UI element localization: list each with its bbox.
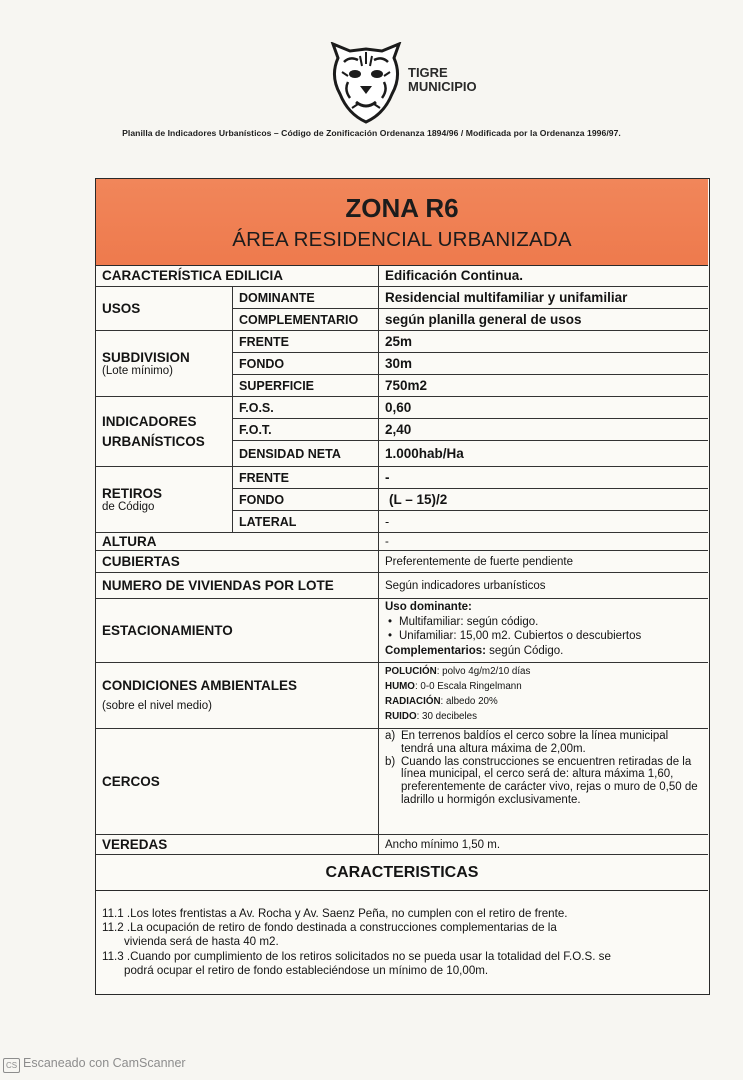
estacionamiento-uso-dominante: Uso dominante: — [385, 601, 472, 613]
brand-line-2: MUNICIPIO — [408, 79, 477, 94]
subdivision-fondo-label: FONDO — [233, 353, 379, 375]
usos-label: USOS — [96, 287, 233, 331]
caracteristicas-notes — [102, 907, 700, 978]
estacionamiento-label: ESTACIONAMIENTO — [96, 599, 379, 663]
note-11-3-line1: 11.3 .Cuando por cumplimiento de los retiros solicitados no se pueda usar la totalidad del F.O.S. se — [102, 949, 611, 963]
note-11-2-line2: vivienda será de hasta 40 m2. — [124, 935, 279, 949]
humo-label: HUMO — [385, 681, 415, 692]
zoning-sheet — [95, 178, 710, 995]
polucion-label: POLUCIÓN — [385, 666, 437, 677]
indicadores-label-cell — [96, 397, 233, 467]
cercos-value-cell — [379, 729, 708, 835]
densidad-value: 1.000hab/Ha — [379, 441, 708, 467]
subdivision-label: SUBDIVISION — [102, 350, 190, 365]
cercos-label: CERCOS — [96, 729, 379, 835]
cercos-text-b: Cuando las construcciones se encuentren retiradas de la línea municipal, el cerco será de: altura máxima 1,60, preferentemente de carácter vivo, rejas o muro de 0,50 de ladrillo u hormigón exclusivamente. — [401, 755, 698, 806]
estacionamiento-value-cell — [379, 599, 708, 663]
subdivision-fondo-value: 30m — [379, 353, 708, 375]
subdivision-sublabel: (Lote mínimo) — [102, 365, 173, 377]
subdivision-label-cell — [96, 331, 233, 397]
note-11-1: 11.1 .Los lotes frentistas a Av. Rocha y Av. Saenz Peña, no cumplen con el retiro de frente. — [102, 907, 568, 920]
retiros-lateral-value: - — [379, 511, 708, 533]
polucion-value: : polvo 4g/m2/10 días — [436, 666, 531, 677]
retiros-frente-value: - — [379, 467, 708, 489]
cercos-marker-b: b) — [385, 755, 396, 768]
caracteristicas-title: CARACTERISTICAS — [96, 856, 708, 891]
usos-complementario-value: según planilla general de usos — [379, 309, 708, 331]
polucion-line — [385, 664, 530, 679]
condiciones-label: CONDICIONES AMBIENTALES — [102, 677, 298, 693]
retiros-sublabel: de Código — [102, 501, 155, 513]
camscanner-icon: CS — [3, 1058, 20, 1073]
radiacion-value: : albedo 20% — [440, 696, 498, 707]
radiacion-label: RADIACIÓN — [385, 696, 441, 707]
scanner-text: Escaneado con CamScanner — [23, 1056, 186, 1070]
indicadores-label-line2: URBANÍSTICOS — [102, 433, 205, 449]
ruido-line — [385, 709, 530, 724]
veredas-label: VEREDAS — [96, 835, 379, 855]
document-header — [0, 40, 743, 110]
fos-label: F.O.S. — [233, 397, 379, 419]
altura-label: ALTURA — [96, 533, 379, 551]
fos-value: 0,60 — [379, 397, 708, 419]
municipality-name — [408, 66, 477, 94]
viviendas-value: Según indicadores urbanísticos — [379, 573, 708, 599]
condiciones-sublabel: (sobre el nivel medio) — [102, 699, 212, 712]
veredas-value: Ancho mínimo 1,50 m. — [379, 835, 708, 855]
scanner-watermark — [3, 1056, 186, 1073]
retiros-frente-label: FRENTE — [233, 467, 379, 489]
subdivision-superficie-value: 750m2 — [379, 375, 708, 397]
retiros-label-cell — [96, 467, 233, 533]
complementarios-label: Complementarios: — [385, 644, 486, 657]
indicadores-label-line1: INDICADORES — [102, 413, 197, 429]
altura-value: - — [379, 533, 708, 551]
cercos-marker-a: a) — [385, 730, 396, 742]
ruido-value: : 30 decibeles — [416, 711, 478, 722]
retiros-lateral-label: LATERAL — [233, 511, 379, 533]
estacionamiento-bullet-2: • Unifamiliar: 15,00 m2. Cubiertos o descubiertos — [385, 629, 641, 644]
estacionamiento-complementarios — [385, 644, 641, 659]
tiger-logo-icon — [330, 42, 402, 126]
subdivision-frente-value: 25m — [379, 331, 708, 353]
usos-complementario-label: COMPLEMENTARIO — [233, 309, 379, 331]
brand-line-1: TIGRE — [408, 65, 448, 80]
cubiertas-label: CUBIERTAS — [96, 551, 379, 573]
note-11-3 — [102, 950, 700, 978]
note-11-2 — [102, 921, 700, 949]
cercos-text-a: En terrenos baldíos el cerco sobre la línea municipal tendrá una altura máxima de 2,00m. — [401, 730, 669, 755]
note-11-2-line1: 11.2 .La ocupación de retiro de fondo destinada a construcciones complementarias de la — [102, 921, 557, 935]
viviendas-label: NUMERO DE VIVIENDAS POR LOTE — [96, 573, 379, 599]
zona-subtitle: ÁREA RESIDENCIAL URBANIZADA — [232, 228, 572, 251]
complementarios-value: según Código. — [485, 644, 564, 657]
subdivision-superficie-label: SUPERFICIE — [233, 375, 379, 397]
radiacion-line — [385, 694, 530, 709]
densidad-label: DENSIDAD NETA — [233, 441, 379, 467]
zona-title: ZONA R6 — [345, 193, 459, 223]
cubiertas-value: Preferentemente de fuerte pendiente — [379, 551, 708, 573]
cercos-item-b — [385, 756, 698, 807]
fot-label: F.O.T. — [233, 419, 379, 441]
retiros-fondo-label: FONDO — [233, 489, 379, 511]
cercos-item-a — [385, 730, 698, 756]
estacionamiento-bullet-1: • Multifamiliar: según código. — [385, 615, 641, 630]
note-11-3-line2: podrá ocupar el retiro de fondo estableciéndose un mínimo de 10,00m. — [124, 963, 489, 977]
usos-dominante-value: Residencial multifamiliar y unifamiliar — [379, 287, 708, 309]
fot-value: 2,40 — [379, 419, 708, 441]
condiciones-label-cell — [96, 663, 379, 729]
condiciones-value-cell — [379, 663, 708, 729]
zona-header — [96, 179, 708, 266]
humo-line — [385, 679, 530, 694]
caracteristica-edilicia-label: CARACTERÍSTICA EDILICIA — [96, 265, 379, 287]
subdivision-frente-label: FRENTE — [233, 331, 379, 353]
usos-dominante-label: DOMINANTE — [233, 287, 379, 309]
document-subtitle: Planilla de Indicadores Urbanísticos – Código de Zonificación Ordenanza 1894/96 / Modificada por la Ordenanza 1996/97. — [122, 128, 621, 138]
retiros-label: RETIROS — [102, 486, 163, 501]
retiros-fondo-value: (L – 15)/2 — [379, 489, 708, 511]
ruido-label: RUIDO — [385, 711, 417, 722]
caracteristica-edilicia-value: Edificación Continua. — [379, 265, 708, 287]
humo-value: : 0-0 Escala Ringelmann — [414, 681, 522, 692]
